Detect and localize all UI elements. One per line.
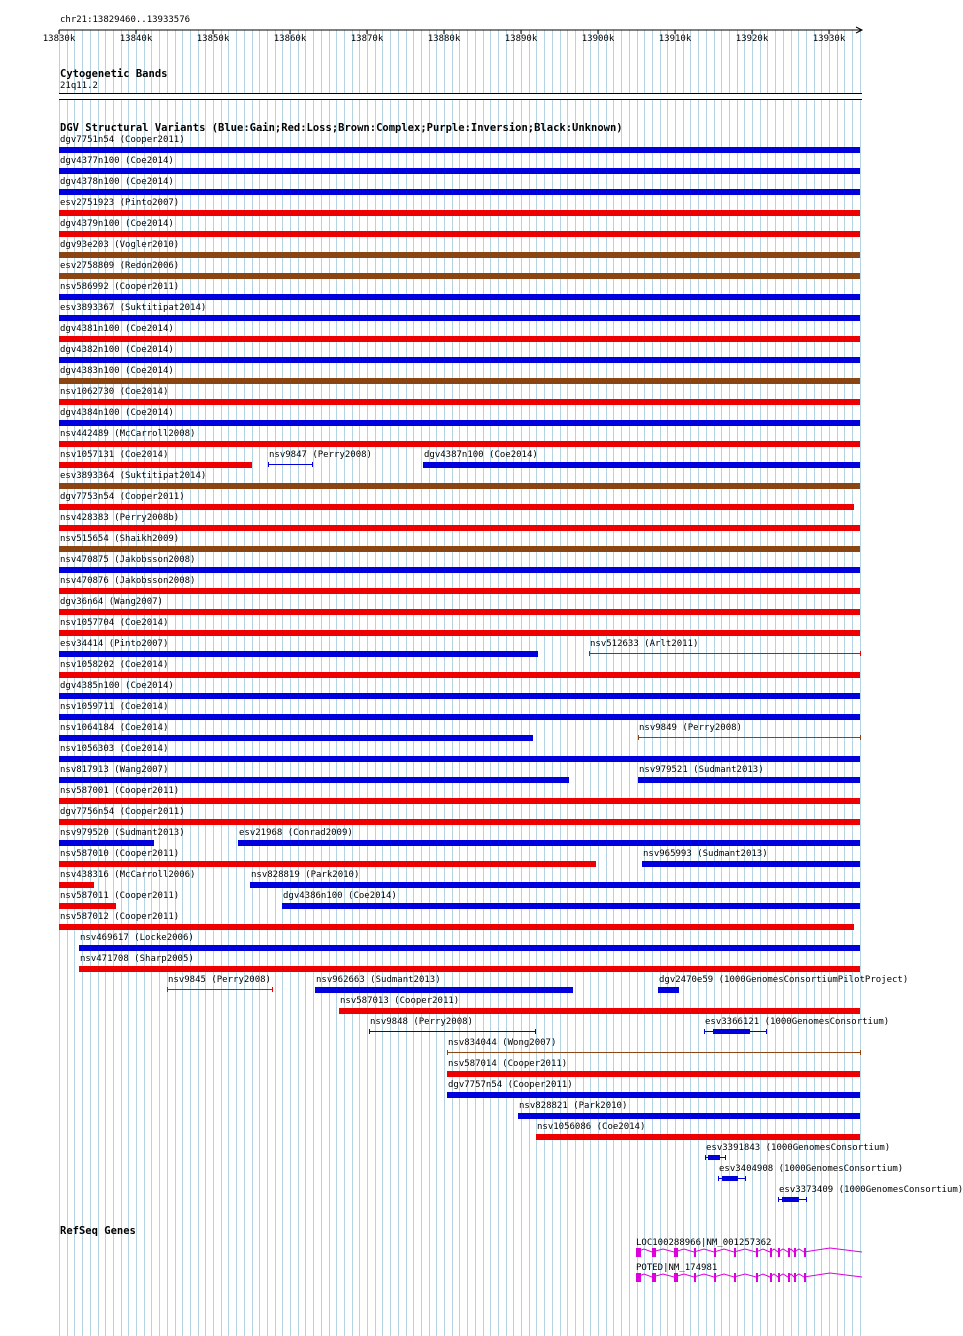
grid-line bbox=[814, 30, 815, 1336]
variant-label[interactable]: nsv587012 (Cooper2011) bbox=[60, 912, 180, 922]
variant-bar[interactable] bbox=[59, 504, 854, 510]
variant-label[interactable]: nsv1064184 (Coe2014) bbox=[60, 723, 169, 733]
grid-line bbox=[575, 30, 576, 1336]
variant-line[interactable] bbox=[447, 1052, 860, 1053]
cytoband-bar[interactable] bbox=[59, 93, 862, 100]
grid-line bbox=[590, 30, 591, 1336]
grid-line bbox=[690, 30, 691, 1336]
variant-bar[interactable] bbox=[536, 1134, 860, 1140]
gene-exon bbox=[756, 1273, 758, 1282]
variant-bar[interactable] bbox=[713, 1029, 750, 1034]
variant-bar[interactable] bbox=[59, 252, 860, 258]
variant-bar[interactable] bbox=[339, 1008, 860, 1014]
variant-end-cap bbox=[778, 1197, 779, 1202]
variant-label[interactable]: nsv587013 (Cooper2011) bbox=[340, 996, 460, 1006]
gene-exon bbox=[652, 1273, 656, 1282]
gene-label[interactable]: POTED|NM_174981 bbox=[636, 1263, 718, 1273]
variant-bar[interactable] bbox=[59, 378, 860, 384]
grid-line bbox=[544, 30, 545, 1336]
grid-line bbox=[336, 30, 337, 1336]
variant-label[interactable]: nsv470876 (Jakobsson2008) bbox=[60, 576, 196, 586]
grid-line bbox=[521, 30, 522, 1336]
variant-bar[interactable] bbox=[447, 1071, 860, 1077]
variant-end-cap bbox=[704, 1029, 705, 1034]
grid-line bbox=[798, 30, 799, 1336]
grid-line bbox=[752, 30, 753, 1336]
variant-line[interactable] bbox=[167, 989, 272, 990]
grid-line bbox=[483, 30, 484, 1336]
variant-label[interactable]: nsv828821 (Park2010) bbox=[519, 1101, 628, 1111]
variant-label[interactable]: nsv1058202 (Coe2014) bbox=[60, 660, 169, 670]
variant-label[interactable]: esv2751923 (Pinto2007) bbox=[60, 198, 180, 208]
variant-label[interactable]: dgv4378n100 (Coe2014) bbox=[60, 177, 174, 187]
gene-exon bbox=[794, 1273, 796, 1282]
grid-line bbox=[429, 30, 430, 1336]
variant-label[interactable]: nsv471708 (Sharp2005) bbox=[80, 954, 194, 964]
grid-line bbox=[621, 30, 622, 1336]
variant-bar[interactable] bbox=[59, 546, 860, 552]
grid-line bbox=[737, 30, 738, 1336]
grid-line bbox=[382, 30, 383, 1336]
variant-bar[interactable] bbox=[238, 840, 860, 846]
variant-label[interactable]: nsv470875 (Jakobsson2008) bbox=[60, 555, 196, 565]
variant-label[interactable]: nsv965993 (Sudmant2013) bbox=[643, 849, 768, 859]
variant-label[interactable]: dgv4379n100 (Coe2014) bbox=[60, 219, 174, 229]
grid-line bbox=[344, 30, 345, 1336]
gene-intron-line bbox=[636, 1273, 862, 1277]
grid-line bbox=[221, 30, 222, 1336]
variant-bar[interactable] bbox=[59, 798, 860, 804]
grid-line bbox=[198, 30, 199, 1336]
gene-exon bbox=[756, 1248, 758, 1257]
grid-line bbox=[613, 30, 614, 1336]
variant-label[interactable]: dgv7753n54 (Cooper2011) bbox=[60, 492, 185, 502]
variant-label[interactable]: esv3893364 (Suktitipat2014) bbox=[60, 471, 207, 481]
ruler-tick-label: 13870k bbox=[350, 34, 384, 44]
variant-line[interactable] bbox=[638, 737, 860, 738]
grid-line bbox=[267, 30, 268, 1336]
variant-bar[interactable] bbox=[59, 609, 860, 615]
variant-line[interactable] bbox=[268, 464, 312, 465]
grid-line bbox=[421, 30, 422, 1336]
variant-end-cap bbox=[725, 1155, 726, 1160]
variant-end-cap bbox=[860, 1050, 861, 1055]
variant-bar[interactable] bbox=[59, 273, 860, 279]
grid-line bbox=[367, 30, 368, 1336]
variant-bar[interactable] bbox=[59, 441, 860, 447]
grid-line bbox=[282, 30, 283, 1336]
variant-label[interactable]: dgv36n64 (Wang2007) bbox=[60, 597, 163, 607]
variant-label[interactable]: nsv817913 (Wang2007) bbox=[60, 765, 169, 775]
gene-exon bbox=[714, 1248, 716, 1257]
variant-bar[interactable] bbox=[59, 777, 569, 783]
grid-line bbox=[775, 30, 776, 1336]
grid-line bbox=[359, 30, 360, 1336]
variant-bar[interactable] bbox=[518, 1113, 860, 1119]
grid-line bbox=[452, 30, 453, 1336]
variant-label[interactable]: dgv4385n100 (Coe2014) bbox=[60, 681, 174, 691]
grid-line bbox=[844, 30, 845, 1336]
grid-line bbox=[644, 30, 645, 1336]
grid-line bbox=[706, 30, 707, 1336]
variant-label[interactable]: nsv979520 (Sudmant2013) bbox=[60, 828, 185, 838]
ruler-tick-label: 13850k bbox=[196, 34, 230, 44]
variant-bar[interactable] bbox=[59, 147, 860, 153]
grid-line bbox=[860, 30, 861, 1336]
variant-bar[interactable] bbox=[59, 735, 533, 741]
variant-end-cap bbox=[638, 735, 639, 740]
variant-bar[interactable] bbox=[782, 1197, 799, 1202]
ruler-tick-label: 13930k bbox=[812, 34, 846, 44]
variant-line[interactable] bbox=[369, 1031, 535, 1032]
grid-line bbox=[660, 30, 661, 1336]
variant-label[interactable]: dgv2470e59 (1000GenomesConsortiumPilotProject) bbox=[659, 975, 909, 985]
variant-end-cap bbox=[860, 735, 861, 740]
grid-line bbox=[498, 30, 499, 1336]
variant-label[interactable]: nsv828819 (Park2010) bbox=[251, 870, 360, 880]
grid-line bbox=[629, 30, 630, 1336]
grid-line bbox=[729, 30, 730, 1336]
gene-exon bbox=[804, 1248, 806, 1257]
variant-label[interactable]: nsv515654 (Shaikh2009) bbox=[60, 534, 180, 544]
variant-bar[interactable] bbox=[59, 861, 596, 867]
scale-ruler bbox=[0, 0, 890, 32]
grid-line bbox=[637, 30, 638, 1336]
position-label: chr21:13829460..13933576 bbox=[60, 15, 191, 25]
variant-bar[interactable] bbox=[658, 987, 679, 993]
grid-line bbox=[567, 30, 568, 1336]
variant-bar[interactable] bbox=[59, 420, 860, 426]
gene-exon bbox=[674, 1273, 678, 1282]
variant-label[interactable]: nsv9847 (Perry2008) bbox=[269, 450, 372, 460]
ruler-tick-label: 13840k bbox=[119, 34, 153, 44]
ruler-tick-label: 13910k bbox=[658, 34, 692, 44]
variant-end-cap bbox=[589, 651, 590, 656]
variant-end-cap bbox=[167, 987, 168, 992]
grid-line bbox=[205, 30, 206, 1336]
variant-label[interactable]: nsv587010 (Cooper2011) bbox=[60, 849, 180, 859]
variant-bar[interactable] bbox=[59, 840, 154, 846]
grid-line bbox=[791, 30, 792, 1336]
grid-line bbox=[228, 30, 229, 1336]
grid-line bbox=[275, 30, 276, 1336]
variant-bar[interactable] bbox=[59, 672, 860, 678]
grid-line bbox=[290, 30, 291, 1336]
grid-line bbox=[821, 30, 822, 1336]
variant-bar[interactable] bbox=[59, 903, 116, 909]
ruler-tick-label: 13860k bbox=[273, 34, 307, 44]
grid-line bbox=[806, 30, 807, 1336]
grid-line bbox=[390, 30, 391, 1336]
variant-label[interactable]: esv3366121 (1000GenomesConsortium) bbox=[705, 1017, 890, 1027]
variant-bar[interactable] bbox=[59, 714, 860, 720]
variant-end-cap bbox=[369, 1029, 370, 1034]
variant-end-cap bbox=[718, 1176, 719, 1181]
grid-line bbox=[190, 30, 191, 1336]
variant-label[interactable]: nsv9849 (Perry2008) bbox=[639, 723, 742, 733]
grid-line bbox=[829, 30, 830, 1336]
variant-label[interactable]: nsv9845 (Perry2008) bbox=[168, 975, 271, 985]
variant-label[interactable]: nsv587001 (Cooper2011) bbox=[60, 786, 180, 796]
variant-bar[interactable] bbox=[423, 462, 860, 468]
grid-line bbox=[321, 30, 322, 1336]
gene-exon bbox=[778, 1273, 780, 1282]
gene-exon bbox=[788, 1273, 790, 1282]
variant-bar[interactable] bbox=[59, 294, 860, 300]
variant-bar[interactable] bbox=[59, 882, 94, 888]
grid-line bbox=[305, 30, 306, 1336]
variant-bar[interactable] bbox=[722, 1176, 738, 1181]
cytoband-label: 21q11.2 bbox=[60, 81, 98, 91]
gene-exon bbox=[652, 1248, 656, 1257]
grid-line bbox=[783, 30, 784, 1336]
variant-label[interactable]: nsv438316 (McCarroll2006) bbox=[60, 870, 196, 880]
variant-end-cap bbox=[447, 1050, 448, 1055]
grid-line bbox=[652, 30, 653, 1336]
variant-bar[interactable] bbox=[59, 567, 860, 573]
gene-exon bbox=[770, 1248, 772, 1257]
variant-label[interactable]: nsv587011 (Cooper2011) bbox=[60, 891, 180, 901]
grid-line bbox=[767, 30, 768, 1336]
variant-bar[interactable] bbox=[59, 231, 860, 237]
grid-line bbox=[475, 30, 476, 1336]
grid-line bbox=[490, 30, 491, 1336]
grid-line bbox=[744, 30, 745, 1336]
ruler-tick-label: 13900k bbox=[581, 34, 615, 44]
grid-line bbox=[760, 30, 761, 1336]
grid-line bbox=[313, 30, 314, 1336]
refseq-genes-track bbox=[0, 1240, 890, 1290]
variant-end-cap bbox=[268, 462, 269, 467]
variant-bar[interactable] bbox=[59, 357, 860, 363]
grid-line bbox=[182, 30, 183, 1336]
variant-bar[interactable] bbox=[59, 588, 860, 594]
grid-line bbox=[175, 30, 176, 1336]
variant-bar[interactable] bbox=[708, 1155, 720, 1160]
variant-bar[interactable] bbox=[59, 651, 538, 657]
variant-label[interactable]: nsv1057704 (Coe2014) bbox=[60, 618, 169, 628]
variant-bar[interactable] bbox=[282, 903, 860, 909]
gene-label[interactable]: LOC100288966|NM_001257362 bbox=[636, 1238, 772, 1248]
grid-line bbox=[506, 30, 507, 1336]
gene-intron-line bbox=[636, 1248, 862, 1252]
cytoband-track-title[interactable]: Cytogenetic Bands bbox=[60, 68, 168, 80]
variant-label[interactable]: dgv4383n100 (Coe2014) bbox=[60, 366, 174, 376]
variant-label[interactable]: nsv9848 (Perry2008) bbox=[370, 1017, 473, 1027]
variant-bar[interactable] bbox=[59, 756, 860, 762]
variant-label[interactable]: dgv7757n54 (Cooper2011) bbox=[448, 1080, 573, 1090]
gene-exon bbox=[770, 1273, 772, 1282]
grid-line bbox=[236, 30, 237, 1336]
variant-bar[interactable] bbox=[59, 630, 860, 636]
gene-exon bbox=[734, 1273, 736, 1282]
variant-label[interactable]: nsv587014 (Cooper2011) bbox=[448, 1059, 568, 1069]
grid-line bbox=[252, 30, 253, 1336]
grid-line bbox=[683, 30, 684, 1336]
gene-exon bbox=[714, 1273, 716, 1282]
variant-end-cap bbox=[272, 987, 273, 992]
ruler-tick-label: 13880k bbox=[427, 34, 461, 44]
grid-line bbox=[413, 30, 414, 1336]
variant-label[interactable]: dgv4386n100 (Coe2014) bbox=[283, 891, 397, 901]
variant-end-cap bbox=[860, 651, 861, 656]
gene-exon bbox=[794, 1248, 796, 1257]
variant-label[interactable]: nsv834044 (Wong2007) bbox=[448, 1038, 557, 1048]
grid-line bbox=[667, 30, 668, 1336]
variant-label[interactable]: nsv469617 (Locke2006) bbox=[80, 933, 194, 943]
refseq-track-title[interactable]: RefSeq Genes bbox=[60, 1225, 136, 1237]
grid-line bbox=[606, 30, 607, 1336]
variant-label[interactable]: dgv93e203 (Vogler2010) bbox=[60, 240, 180, 250]
variant-bar[interactable] bbox=[59, 315, 860, 321]
gene-model-poted[interactable] bbox=[636, 1273, 862, 1282]
variant-end-cap bbox=[705, 1155, 706, 1160]
grid-line bbox=[444, 30, 445, 1336]
variant-label[interactable]: dgv4377n100 (Coe2014) bbox=[60, 156, 174, 166]
variant-label[interactable]: esv3391843 (1000GenomesConsortium) bbox=[706, 1143, 891, 1153]
gene-exon bbox=[694, 1273, 696, 1282]
variant-bar[interactable] bbox=[59, 525, 860, 531]
variant-label[interactable]: nsv586992 (Cooper2011) bbox=[60, 282, 180, 292]
variant-bar[interactable] bbox=[59, 693, 860, 699]
grid-line bbox=[436, 30, 437, 1336]
grid-line bbox=[675, 30, 676, 1336]
variant-label[interactable]: esv34414 (Pinto2007) bbox=[60, 639, 169, 649]
variant-bar[interactable] bbox=[59, 462, 252, 468]
grid-line bbox=[259, 30, 260, 1336]
variant-end-cap bbox=[806, 1197, 807, 1202]
variant-label[interactable]: nsv1059711 (Coe2014) bbox=[60, 702, 169, 712]
grid-line bbox=[852, 30, 853, 1336]
variant-label[interactable]: nsv962663 (Sudmant2013) bbox=[316, 975, 441, 985]
variant-bar[interactable] bbox=[59, 819, 860, 825]
variant-end-cap bbox=[766, 1029, 767, 1034]
gene-model-loc100288966[interactable] bbox=[636, 1248, 862, 1257]
variant-bar[interactable] bbox=[447, 1092, 860, 1098]
variant-label[interactable]: esv3373409 (1000GenomesConsortium) bbox=[779, 1185, 963, 1195]
variant-label[interactable]: dgv4382n100 (Coe2014) bbox=[60, 345, 174, 355]
grid-line bbox=[513, 30, 514, 1336]
gene-exon bbox=[694, 1248, 696, 1257]
variant-label[interactable]: nsv1057131 (Coe2014) bbox=[60, 450, 169, 460]
grid-line bbox=[536, 30, 537, 1336]
variant-label[interactable]: esv3404908 (1000GenomesConsortium) bbox=[719, 1164, 904, 1174]
grid-line bbox=[244, 30, 245, 1336]
variant-bar[interactable] bbox=[59, 924, 854, 930]
variant-label[interactable]: dgv4381n100 (Coe2014) bbox=[60, 324, 174, 334]
variant-end-cap bbox=[312, 462, 313, 467]
variant-bar[interactable] bbox=[59, 336, 860, 342]
variant-label[interactable]: esv2758809 (Redon2006) bbox=[60, 261, 180, 271]
grid-line bbox=[213, 30, 214, 1336]
variant-bar[interactable] bbox=[79, 945, 860, 951]
grid-line bbox=[698, 30, 699, 1336]
grid-line bbox=[375, 30, 376, 1336]
grid-line bbox=[459, 30, 460, 1336]
grid-line bbox=[398, 30, 399, 1336]
grid-line bbox=[406, 30, 407, 1336]
gene-exon bbox=[674, 1248, 678, 1257]
grid-line bbox=[352, 30, 353, 1336]
variant-bar[interactable] bbox=[59, 399, 860, 405]
variant-label[interactable]: dgv4384n100 (Coe2014) bbox=[60, 408, 174, 418]
variant-bar[interactable] bbox=[250, 882, 860, 888]
ruler-tick-label: 13830k bbox=[42, 34, 76, 44]
grid-line bbox=[598, 30, 599, 1336]
variant-bar[interactable] bbox=[638, 777, 860, 783]
grid-line bbox=[714, 30, 715, 1336]
dgv-track-title[interactable]: DGV Structural Variants (Blue:Gain;Red:Loss;Brown:Complex;Purple:Inversion;Black:Unknown) bbox=[60, 122, 623, 134]
variant-bar[interactable] bbox=[79, 966, 860, 972]
variant-end-cap bbox=[535, 1029, 536, 1034]
grid-line bbox=[298, 30, 299, 1336]
grid-line bbox=[552, 30, 553, 1336]
variant-bar[interactable] bbox=[59, 210, 860, 216]
gene-exon bbox=[804, 1273, 806, 1282]
variant-label[interactable]: nsv442489 (McCarroll2008) bbox=[60, 429, 196, 439]
variant-label[interactable]: dgv4387n100 (Coe2014) bbox=[424, 450, 538, 460]
gene-exon bbox=[636, 1273, 641, 1282]
variant-label[interactable]: dgv7756n54 (Cooper2011) bbox=[60, 807, 185, 817]
grid-line bbox=[467, 30, 468, 1336]
grid-line bbox=[721, 30, 722, 1336]
variant-line[interactable] bbox=[589, 653, 860, 654]
variant-label[interactable]: nsv979521 (Sudmant2013) bbox=[639, 765, 764, 775]
variant-bar[interactable] bbox=[642, 861, 860, 867]
variant-label[interactable]: esv3893367 (Suktitipat2014) bbox=[60, 303, 207, 313]
grid-line bbox=[329, 30, 330, 1336]
variant-end-cap bbox=[745, 1176, 746, 1181]
gene-exon bbox=[778, 1248, 780, 1257]
variant-label[interactable]: dgv7751n54 (Cooper2011) bbox=[60, 135, 185, 145]
gene-exon bbox=[788, 1248, 790, 1257]
variant-label[interactable]: nsv1056086 (Coe2014) bbox=[537, 1122, 646, 1132]
variant-label[interactable]: esv21968 (Conrad2009) bbox=[239, 828, 353, 838]
variant-label[interactable]: nsv1062730 (Coe2014) bbox=[60, 387, 169, 397]
variant-bar[interactable] bbox=[59, 483, 860, 489]
variant-label[interactable]: nsv428383 (Perry2008b) bbox=[60, 513, 180, 523]
ruler-tick-label: 13890k bbox=[504, 34, 538, 44]
gene-exon bbox=[734, 1248, 736, 1257]
grid-line bbox=[837, 30, 838, 1336]
grid-line bbox=[583, 30, 584, 1336]
ruler-tick-label: 13920k bbox=[735, 34, 769, 44]
grid-line bbox=[529, 30, 530, 1336]
variant-bar[interactable] bbox=[59, 168, 860, 174]
variant-bar[interactable] bbox=[59, 189, 860, 195]
variant-label[interactable]: nsv1056303 (Coe2014) bbox=[60, 744, 169, 754]
grid-line bbox=[560, 30, 561, 1336]
gene-exon bbox=[636, 1248, 641, 1257]
variant-label[interactable]: nsv512633 (Arlt2011) bbox=[590, 639, 699, 649]
variant-bar[interactable] bbox=[315, 987, 573, 993]
